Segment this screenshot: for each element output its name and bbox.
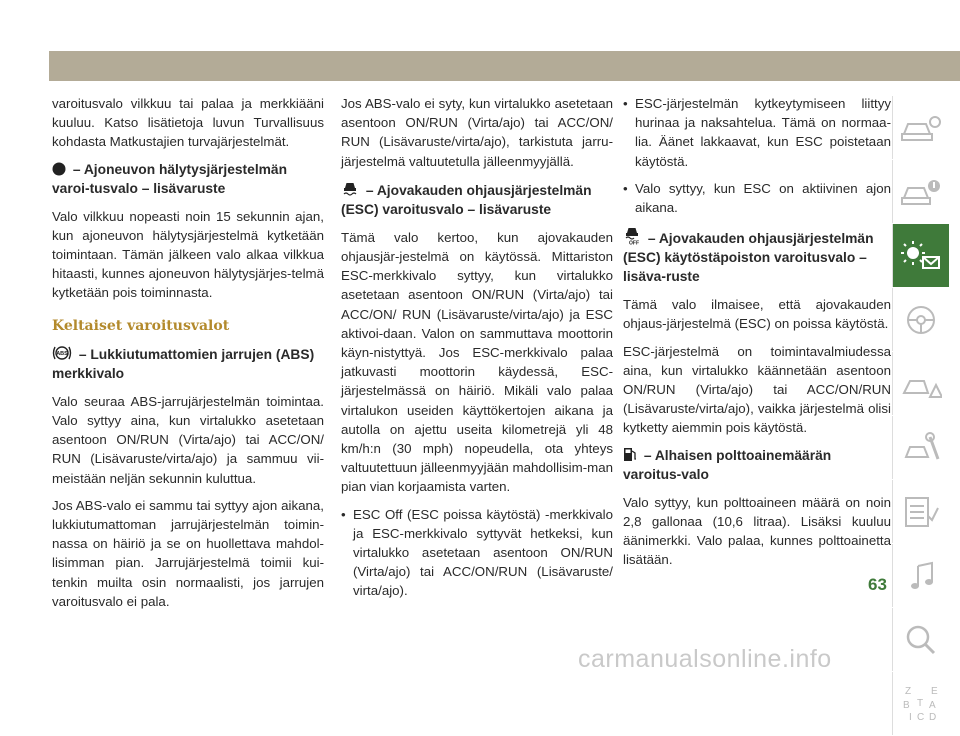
paragraph: Tämä valo kertoo, kun ajovakauden ohjausjär-jestelmä on käytössä. Mittariston ESC-merkkivalo syttyy, kun virtalukko asetetaan asentoon ON/RUN (Virta/ajo) tai ACC/ON/ RUN (Lisävaruste/virta/ajo) ja ESC aktivoi-daan. Valon on sammuttava moottorin käyn-nistyttyä. Jos ESC-merkkivalo palaa jatkuvasti moottorin käydessä, ESC-järjestelmässä on häiriö. Mikäli valo palaa virtalukon useiden käyttökertojen aikana ja autolla on ajettu useita kilometrejä yli 48 km/h:n (30 mph) nopeudella, ota yhteys valtuutettuun jälleenmyyjään mahdollisim-man pian vian korjaamista varten. xyxy=(341,229,613,495)
tab-multimedia[interactable] xyxy=(892,544,949,607)
tab-emergency[interactable] xyxy=(892,352,949,415)
column-1 xyxy=(52,94,324,619)
watermark: carmanualsonline.info xyxy=(578,645,832,673)
paragraph: Valo vilkkuu nopeasti noin 15 sekunnin ajan, kun ajoneuvon hälytysjärjestelmä kytketään toimintaan. Tämän jälkeen valo alkaa vilkkua hitaasti, kunnes ajoneuvon hälytysjärjes-telmä kytketään pois toiminnasta. xyxy=(52,208,324,301)
esc-off-icon xyxy=(623,225,641,245)
heading-alarm: – Ajoneuvon hälytysjärjestelmän varoi-tusvalo – lisävaruste xyxy=(52,161,288,196)
abs-icon xyxy=(52,345,72,361)
list-item: • ESC-järjestelmän kytkeytymiseen liittyy hurinaa ja naksahtelua. Tämä on normaa-lia. Äänet lakkaavat, kun ESC poistetaan käytöstä. xyxy=(623,96,891,169)
paragraph: Tämä valo ilmaisee, että ajovakauden ohjaus-järjestelmä (ESC) on poissa käytöstä. xyxy=(623,297,891,332)
index-letter: E xyxy=(931,685,938,697)
list-item: • ESC Off (ESC poissa käytöstä) -merkkivalo ja ESC-merkkivalo syttyvät hetkeksi, kun virtalukko asetetaan asentoon ON/RUN (Virta/ajo) tai ACC/ON/RUN (Lisävaruste/ virta/ajo). xyxy=(341,506,613,599)
paragraph: ESC-järjestelmä on toimintavalmiudessa aina, kun virtalukko käännetään asentoon ON/RUN (Virta/ajo) tai ACC/ON/RUN (Lisävaruste/virta/ajo), vaikka järjestelmä olisi kytketty aiemmin pois käytöstä. xyxy=(623,343,891,436)
chapter-tabs xyxy=(892,96,952,736)
steering-wheel-icon xyxy=(900,302,942,338)
index-letter: C xyxy=(917,711,925,723)
tab-customer-assistance[interactable] xyxy=(892,608,949,671)
paragraph: Valo syttyy, kun polttoaineen määrä on noin 2,8 gallonaa (10,6 litraa). Lisäksi kuuluu äänimerkki. Valo palaa, kunnes polttoainetta lisätään. xyxy=(623,494,891,568)
index-letter: D xyxy=(929,711,937,723)
index-letter: A xyxy=(929,699,936,711)
index-letters-icon xyxy=(899,682,943,726)
wrench-icon xyxy=(900,431,942,465)
tab-starting-operating[interactable] xyxy=(892,288,949,351)
index-letter: B xyxy=(903,699,910,711)
music-note-icon xyxy=(900,558,942,594)
section-heading: Keltaiset varoitusvalot xyxy=(52,317,230,334)
tab-servicing[interactable] xyxy=(892,416,949,479)
tab-index[interactable] xyxy=(892,672,949,735)
emergency-triangle-icon xyxy=(900,367,942,401)
warning-light-message-icon xyxy=(899,239,943,273)
tab-introduction[interactable] xyxy=(892,96,949,159)
index-letter: T xyxy=(917,697,924,709)
heading-esc: – Ajovakauden ohjausjärjestelmän (ESC) varoitusvalo – lisävaruste xyxy=(341,179,613,219)
paragraph: Valo seuraa ABS-jarrujärjestelmän toimintaa. Valo syttyy aina, kun virtalukko asetetaan asentoon ON/RUN (Virta/ajo) tai ACC/ON/ RUN (Lisävaruste/virta/ajo) ja sammuu vii-meistään neljän sekunnin kuluttua. xyxy=(52,393,324,486)
tab-safety[interactable] xyxy=(892,160,949,223)
page-number: 63 xyxy=(868,575,887,594)
magnifier-icon xyxy=(900,622,942,658)
car-info-icon xyxy=(900,176,942,208)
tab-warning-lights[interactable] xyxy=(892,224,949,287)
heading-fuel: – Alhaisen polttoainemäärän varoitus-valo xyxy=(623,447,832,482)
esc-off-icon-label: OFF xyxy=(629,240,639,246)
fuel-pump-icon xyxy=(623,446,637,462)
paragraph: varoitusvalo vilkkuu tai palaa ja merkkiääni kuuluu. Katso lisätietoja luvun Turvallisuus kohdasta Matkustajien turvajärjestelmät. xyxy=(52,96,324,150)
heading-esc-off: OFF – Ajovakauden ohjausjärjestelmän (ESC) käytöstäpoiston varoitusvalo – lisäva-ruste xyxy=(623,225,891,286)
tab-technical-specs[interactable] xyxy=(892,480,949,543)
index-letter: Z xyxy=(905,685,912,697)
abs-icon-label: ABS xyxy=(56,351,68,358)
header-band xyxy=(49,51,960,81)
alarm-light-icon xyxy=(52,162,66,176)
car-key-icon xyxy=(900,112,942,144)
column-3 xyxy=(623,94,891,577)
column-2 xyxy=(341,94,613,609)
heading-abs: ABS – Lukkiutumattomien jarrujen (ABS) merkkivalo xyxy=(52,346,315,381)
index-letter: I xyxy=(909,711,912,723)
checklist-icon xyxy=(900,494,942,530)
paragraph: Jos ABS-valo ei syty, kun virtalukko asetetaan asentoon ON/RUN (Virta/ajo) tai ACC/ON/ RUN (Lisävaruste/virta/ajo), tarkistuta jarru-järjestelmä valtuutetulla jälleenmyyjällä. xyxy=(341,96,613,169)
esc-icon xyxy=(341,179,359,197)
list-item: • Valo syttyy, kun ESC on aktiivinen ajon aikana. xyxy=(623,180,891,216)
paragraph: Jos ABS-valo ei sammu tai syttyy ajon aikana, lukkiutumattoman jarrujärjestelmän toimin-nassa on häiriö ja se on huollettava mahdol-lisimman pian. Jarrujärjestelmä toimii kui-tenkin muilta osin normaalisti, jos jarrujen varoitusvalo ei pala. xyxy=(52,497,324,609)
